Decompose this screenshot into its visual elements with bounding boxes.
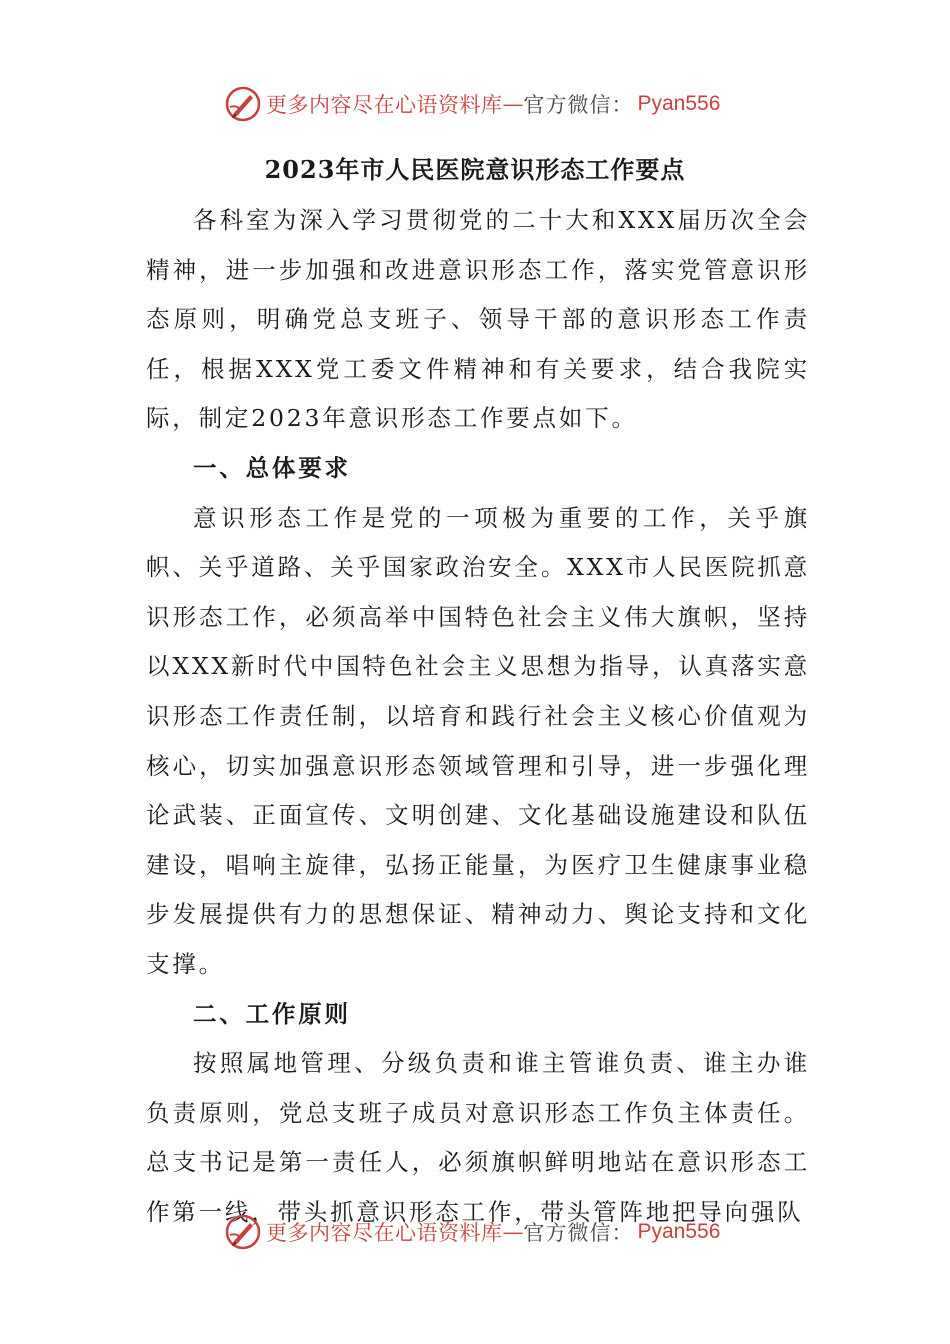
watermark-banner-top [224, 84, 720, 124]
intro-paragraph: 各科室为深入学习贯彻党的二十大和XXX届历次全会精神，进一步加强和改进意识形态工作，落实党管意识形态原则，明确党总支班子、领导干部的意识形态工作责任，根据XXX党工委文件精神和有关要求，结合我院实际，制定2023年意识形态工作要点如下。 [146, 206, 810, 433]
watermark-brand-text: 更多内容尽在心语资料库 [266, 1221, 503, 1245]
watermark-dash: — [502, 92, 524, 116]
pen-logo-icon [224, 1213, 262, 1251]
section-1-heading: 一、总体要求 [193, 453, 351, 482]
watermark-wechat-label: 官方微信： [523, 1221, 634, 1245]
section-2-heading: 二、工作原则 [193, 999, 351, 1028]
section-1-paragraph: 意识形态工作是党的一项极为重要的工作，关乎旗帜、关乎道路、关乎国家政治安全。XXX市人民医院抓意识形态工作，必须高举中国特色社会主义伟大旗帜，坚持以XXX新时代中国特色社会主义思想为指导，认真落实意识形态工作责任制，以培育和践行社会主义核心价值观为核心，切实加强意识形态领域管理和引导，进一步强化理论武装、正面宣传、文明创建、文化基础设施建设和队伍建设，唱响主旋律，弘扬正能量，为医疗卫生健康事业稳步发展提供有力的思想保证、精神动力、舆论支持和文化支撑。 [146, 503, 810, 978]
watermark-banner-bottom [224, 1212, 720, 1252]
watermark-wechat-id: Pyan556 [637, 1220, 721, 1243]
watermark-brand-text: 更多内容尽在心语资料库 [266, 93, 503, 117]
pen-logo-icon [224, 85, 262, 123]
watermark-dash: — [502, 1220, 524, 1244]
watermark-wechat-label: 官方微信： [523, 93, 634, 117]
watermark-wechat-id: Pyan556 [637, 92, 721, 115]
document-body [146, 196, 810, 1237]
section-2-paragraph: 按照属地管理、分级负责和谁主管谁负责、谁主办谁负责原则，党总支班子成员对意识形态工作负主体责任。总支书记是第一责任人，必须旗帜鲜明地站在意识形态工作第一线，带头抓意识形态工作，带头管阵地把导向强队 [146, 1049, 810, 1226]
document-title: 2023年市人民医院意识形态工作要点 [264, 155, 686, 184]
